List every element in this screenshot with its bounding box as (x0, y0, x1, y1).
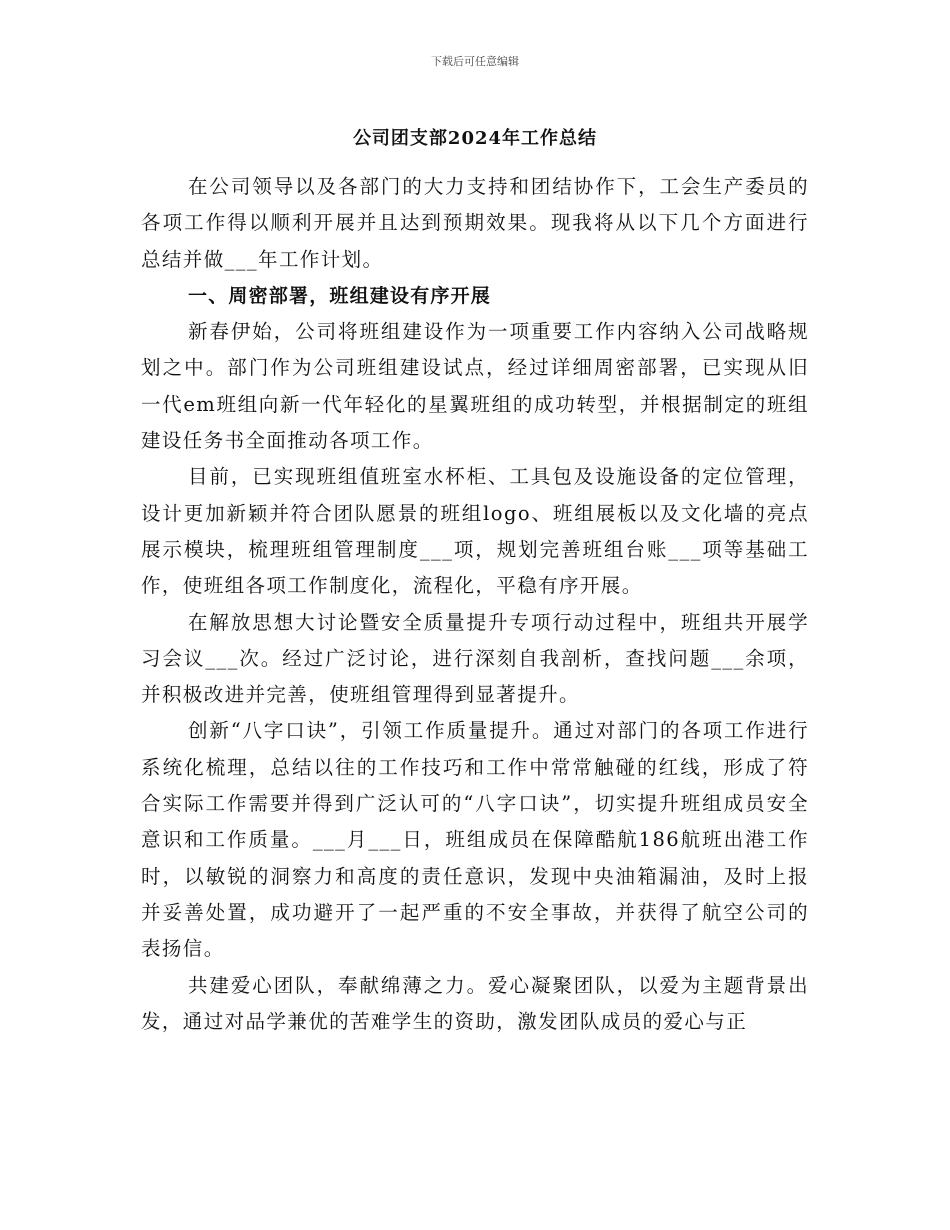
intro-paragraph: 在公司领导以及各部门的大力支持和团结协作下，工会生产委员的各项工作得以顺利开展并且达到预期效果。现我将从以下几个方面进行总结并做___年工作计划。 (141, 175, 809, 271)
section-heading-1: 一、周密部署，班组建设有序开展 (188, 284, 492, 307)
paragraph-eight-character-motto: 创新“八字口诀”，引领工作质量提升。通过对部门的各项工作进行系统化梳理，总结以往的工作技巧和工作中常常触碰的红线，形成了符合实际工作需要并得到广泛认可的“八字口诀”，切实提升班组成员安全意识和工作质量。___月___日，班组成员在保障酷航186航班出港工作时，以敏锐的洞察力和高度的责任意识，发现中央油箱漏油，及时上报并妥善处置，成功避开了一起严重的不安全事故，并获得了航空公司的表扬信。 (141, 719, 809, 961)
document-body (141, 169, 809, 1040)
paragraph-current-progress: 目前，已实现班组值班室水杯柜、工具包及设施设备的定位管理，设计更加新颖并符合团队愿景的班组logo、班组展板以及文化墙的亮点展示模块，梳理班组管理制度___项，规划完善班组台账___项等基础工作，使班组各项工作制度化，流程化，平稳有序开展。 (141, 465, 809, 598)
paragraph-team-transformation: 新春伊始，公司将班组建设作为一项重要工作内容纳入公司战略规划之中。部门作为公司班组建设试点，经过详细周密部署，已实现从旧一代em班组向新一代年轻化的星翼班组的成功转型，并根据制定的班组建设任务书全面推动各项工作。 (141, 320, 809, 453)
download-note: 下载后可任意编辑 (431, 55, 519, 68)
paragraph-charity-team: 共建爱心团队，奉献绵薄之力。爱心凝聚团队，以爱为主题背景出发，通过对品学兼优的苦难学生的资助，激发团队成员的爱心与正 (141, 973, 809, 1033)
document-title: 公司团支部2024年工作总结 (352, 128, 598, 149)
paragraph-discussion-meetings: 在解放思想大讨论暨安全质量提升专项行动过程中，班组共开展学习会议___次。经过广泛讨论，进行深刻自我剖析，查找问题___余项，并积极改进并完善，使班组管理得到显著提升。 (141, 610, 809, 707)
